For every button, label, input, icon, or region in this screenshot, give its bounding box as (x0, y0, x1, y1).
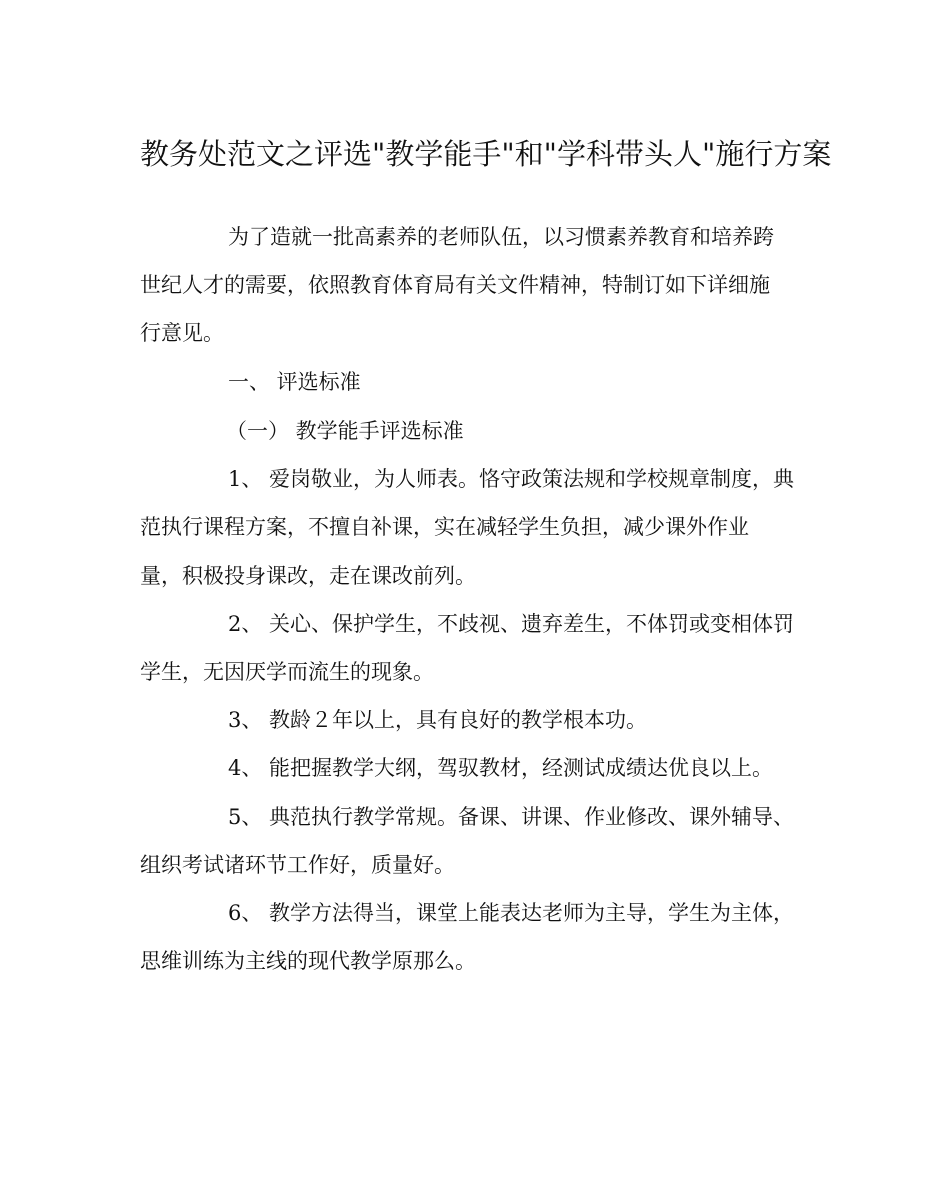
item-3-line-1: 3、 教龄２年以上，具有良好的教学根本功。 (228, 708, 648, 732)
subsection-heading: （一） 教学能手评选标准 (226, 419, 464, 443)
item-6-line-2: 思维训练为主线的现代教学原那么。 (140, 949, 476, 973)
item-2-line-1: 2、 关心、保护学生，不歧视、遗弃差生，不体罚或变相体罚 (228, 612, 795, 636)
item-6-line-1: 6、 教学方法得当，课堂上能表达老师为主导，学生为主体， (228, 901, 795, 925)
item-1-line-2: 范执行课程方案，不擅自补课，实在减轻学生负担，减少课外作业 (140, 515, 749, 539)
document-title: 教务处范文之评选"教学能手"和"学科带头人"施行方案 (140, 137, 832, 171)
intro-line-1: 为了造就一批高素养的老师队伍，以习惯素养教育和培养跨 (228, 225, 774, 249)
section-heading: 一、 评选标准 (228, 370, 361, 394)
item-2-line-2: 学生，无因厌学而流生的现象。 (140, 660, 434, 684)
item-5-line-1: 5、 典范执行教学常规。备课、讲课、作业修改、课外辅导、 (228, 805, 795, 829)
intro-line-3: 行意见。 (140, 321, 224, 345)
item-1-line-3: 量，积极投身课改，走在课改前列。 (140, 564, 476, 588)
item-5-line-2: 组织考试诸环节工作好，质量好。 (140, 853, 455, 877)
intro-line-2: 世纪人才的需要，依照教育体育局有关文件精神，特制订如下详细施 (140, 273, 770, 297)
item-1-line-1: 1、 爱岗敬业，为人师表。恪守政策法规和学校规章制度，典 (228, 467, 795, 491)
item-4-line-1: 4、 能把握教学大纲，驾驭教材，经测试成绩达优良以上。 (228, 756, 774, 780)
